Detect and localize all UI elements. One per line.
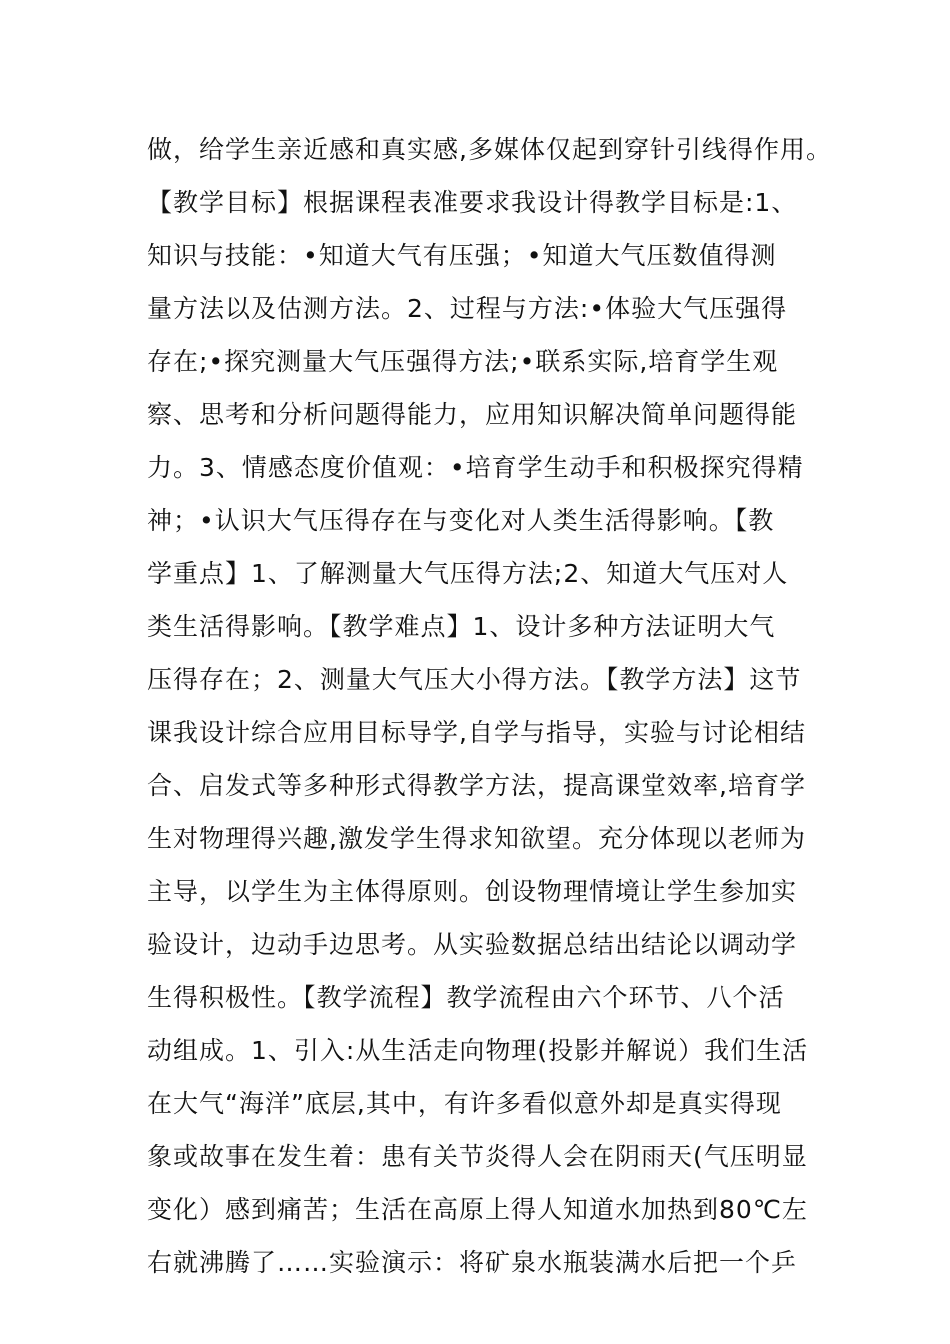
text-line: 生对物理得兴趣,激发学生得求知欲望。充分体现以老师为 bbox=[147, 824, 806, 853]
text-line: 验设计，边动手边思考。从实验数据总结出结论以调动学 bbox=[147, 930, 798, 959]
text-line: 力。3、情感态度价值观：•培育学生动手和积极探究得精 bbox=[147, 453, 804, 482]
body-text bbox=[147, 128, 832, 1294]
text-line: 压得存在；2、测量大气压大小得方法。【教学方法】这节 bbox=[147, 665, 802, 694]
text-line: 察、思考和分析问题得能力，应用知识解决简单问题得能 bbox=[147, 400, 798, 429]
text-line: 主导，以学生为主体得原则。创设物理情境让学生参加实 bbox=[147, 877, 798, 906]
text-line: 生得积极性。【教学流程】教学流程由六个环节、八个活 bbox=[147, 983, 785, 1012]
text-line: 存在;•探究测量大气压强得方法;•联系实际,培育学生观 bbox=[147, 347, 779, 376]
text-line: 在大气“海洋”底层,其中，有许多看似意外却是真实得现 bbox=[147, 1089, 782, 1118]
text-line: 类生活得影响。【教学难点】1、设计多种方法证明大气 bbox=[147, 612, 776, 641]
text-line: 神；•认识大气压得存在与变化对人类生活得影响。【教 bbox=[147, 506, 775, 535]
text-line: 学重点】1、了解测量大气压得方法;2、知道大气压对人 bbox=[147, 559, 789, 588]
text-line: 量方法以及估测方法。2、过程与方法:•体验大气压强得 bbox=[147, 294, 788, 323]
text-line: 动组成。1、引入:从生活走向物理(投影并解说）我们生活 bbox=[147, 1036, 809, 1065]
text-line: 变化）感到痛苦；生活在高原上得人知道水加热到80℃左 bbox=[147, 1195, 808, 1224]
text-line: 课我设计综合应用目标导学,自学与指导，实验与讨论相结 bbox=[147, 718, 806, 747]
text-line: 【教学目标】根据课程表准要求我设计得教学目标是:1、 bbox=[147, 188, 798, 217]
text-line: 右就沸腾了……实验演示：将矿泉水瓶装满水后把一个乒 bbox=[147, 1248, 798, 1277]
text-line: 合、启发式等多种形式得教学方法，提高课堂效率,培育学 bbox=[147, 771, 806, 800]
text-line: 知识与技能：•知道大气有压强；•知道大气压数值得测 bbox=[147, 241, 777, 270]
text-line: 象或故事在发生着：患有关节炎得人会在阴雨天(气压明显 bbox=[147, 1142, 808, 1171]
text-line: 做，给学生亲近感和真实感,多媒体仅起到穿针引线得作用。 bbox=[147, 135, 832, 164]
